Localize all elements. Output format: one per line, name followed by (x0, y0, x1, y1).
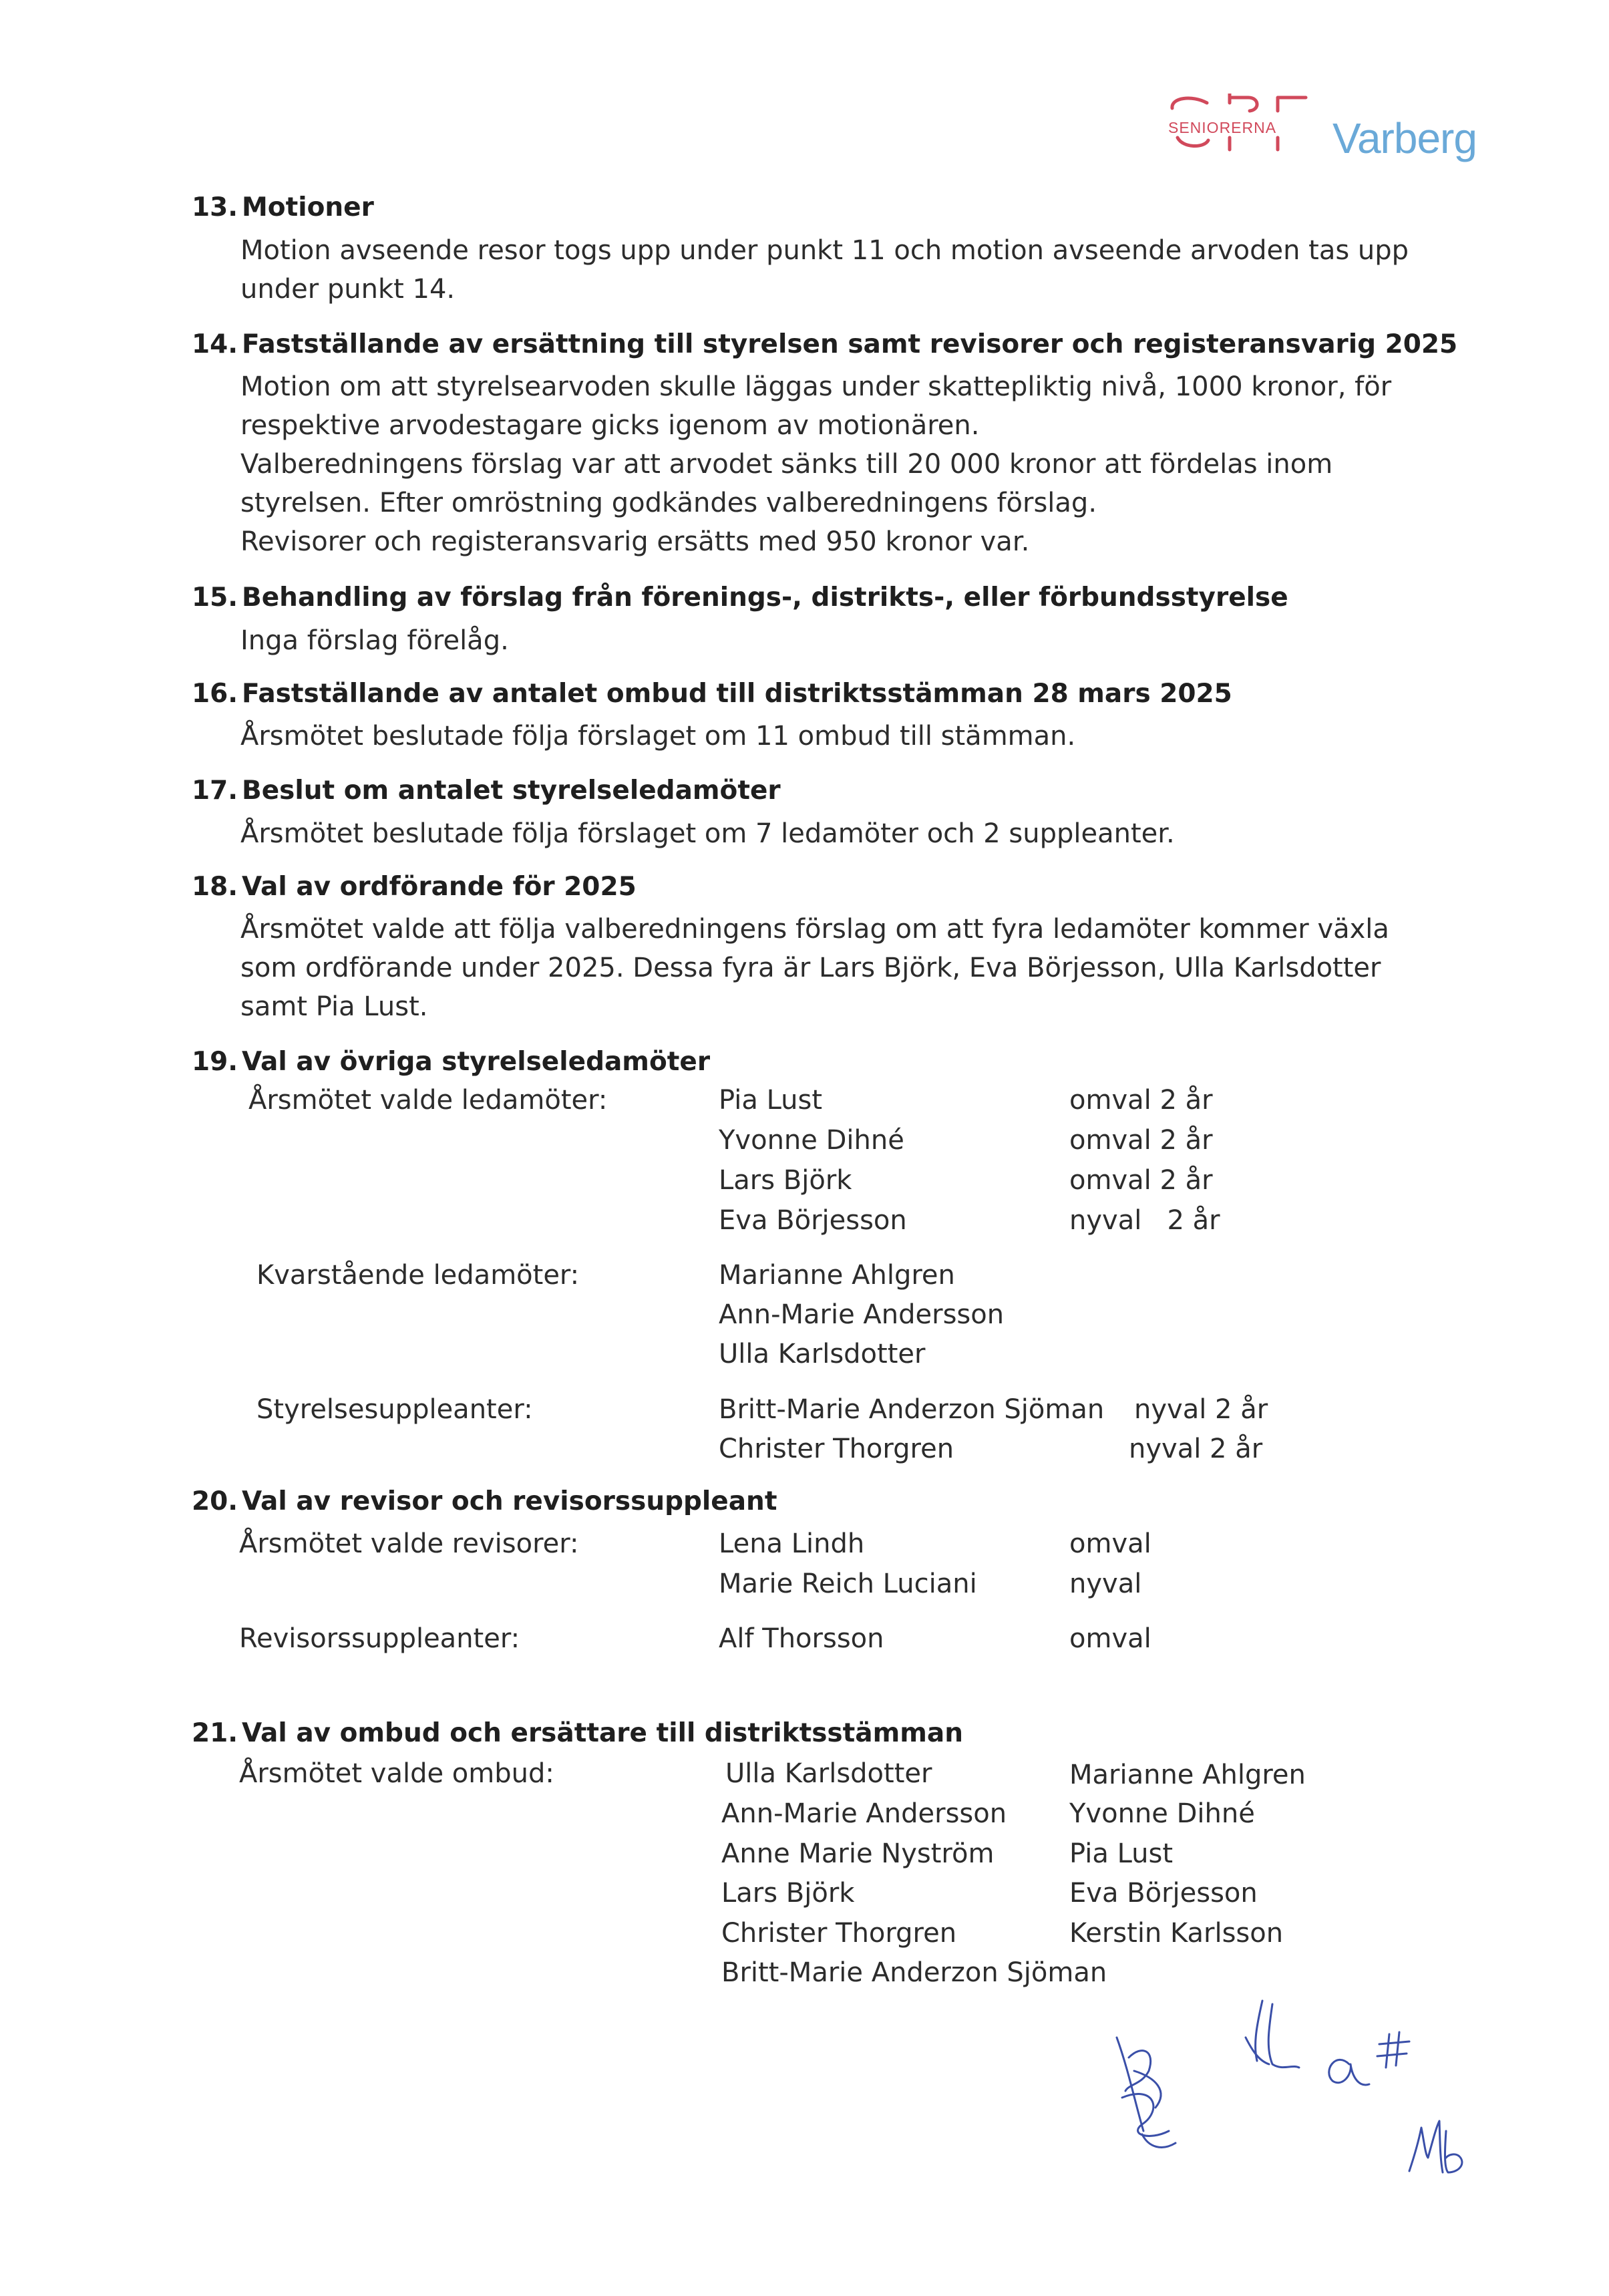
delegate-name: Britt-Marie Anderzon Sjöman (721, 1957, 1107, 1988)
delegate-name: Yvonne Dihné (1069, 1798, 1255, 1829)
delegate-name: Marianne Ahlgren (1069, 1760, 1306, 1790)
delegate-name: Ann-Marie Andersson (721, 1798, 1007, 1829)
delegates-label: Årsmötet valde ombud: (239, 1758, 554, 1789)
section-18-line-2: som ordförande under 2025. Dessa fyra är Lars Björk, Eva Börjesson, Ulla Karlsdotter (240, 953, 1381, 983)
section-15-heading: 15. Behandling av förslag från förenings-, distrikts-, eller förbundsstyrelse (192, 583, 1288, 613)
section-14-line-1: Motion om att styrelsearvoden skulle läggas under skattepliktig nivå, 1000 kronor, för (240, 371, 1392, 402)
handwritten-signatures (1102, 1997, 1503, 2211)
section-20-heading: 20. Val av revisor och revisorssuppleant (192, 1486, 777, 1516)
delegate-name: Eva Börjesson (1069, 1878, 1258, 1909)
delegate-name: Christer Thorgren (721, 1918, 957, 1949)
elected-member-name: Lars Björk (719, 1165, 852, 1196)
auditor-deputy-label: Revisorssuppleanter: (239, 1623, 520, 1654)
spf-varberg-logo (1166, 94, 1513, 174)
board-deputy-name: Christer Thorgren (719, 1434, 954, 1464)
section-13-line-2: under punkt 14. (240, 274, 456, 305)
auditors-label: Årsmötet valde revisorer: (239, 1528, 579, 1559)
elected-member-name: Pia Lust (719, 1085, 823, 1116)
auditor-deputy-term: omval (1069, 1623, 1151, 1654)
section-16-line-1: Årsmötet beslutade följa förslaget om 11 ombud till stämman. (240, 721, 1076, 752)
elected-member-name: Eva Börjesson (719, 1205, 907, 1236)
section-17-line-1: Årsmötet beslutade följa förslaget om 7 ledamöter och 2 suppleanter. (240, 818, 1175, 849)
section-14-line-3: Valberedningens förslag var att arvodet sänks till 20 000 kronor att fördelas inom (240, 449, 1333, 480)
elected-member-term: nyval 2 år (1069, 1205, 1220, 1236)
section-21-heading: 21. Val av ombud och ersättare till distriktsstämman (192, 1718, 963, 1748)
delegate-name: Kerstin Karlsson (1069, 1918, 1284, 1949)
elected-members-label: Årsmötet valde ledamöter: (248, 1085, 608, 1116)
board-deputy-name: Britt-Marie Anderzon Sjöman (719, 1394, 1105, 1425)
delegate-name: Anne Marie Nyström (721, 1838, 995, 1869)
board-deputy-term: nyval 2 år (1129, 1434, 1263, 1464)
section-18-line-3: samt Pia Lust. (240, 991, 428, 1022)
logo-seniorerna-text: SENIORERNA (1168, 119, 1277, 136)
section-13-heading: 13. Motioner (192, 192, 374, 222)
delegate-name: Lars Björk (721, 1878, 855, 1909)
auditor-deputy-name: Alf Thorsson (719, 1623, 884, 1654)
section-17-heading: 17. Beslut om antalet styrelseledamöter (192, 776, 781, 806)
remaining-member-name: Marianne Ahlgren (719, 1260, 955, 1291)
elected-member-term: omval 2 år (1069, 1165, 1213, 1196)
auditor-name: Marie Reich Luciani (719, 1569, 977, 1599)
logo-varberg-text: Varberg (1332, 114, 1477, 162)
section-15-line-1: Inga förslag förelåg. (240, 625, 509, 656)
elected-member-term: omval 2 år (1069, 1085, 1213, 1116)
auditor-term: omval (1069, 1528, 1151, 1559)
auditor-name: Lena Lindh (719, 1528, 865, 1559)
auditor-term: nyval (1069, 1569, 1142, 1599)
elected-member-term: omval 2 år (1069, 1125, 1213, 1156)
remaining-member-name: Ulla Karlsdotter (719, 1339, 926, 1369)
section-14-line-2: respektive arvodestagare gicks igenom av motionären. (240, 410, 980, 441)
board-deputies-label: Styrelsesuppleanter: (256, 1394, 533, 1425)
section-14-heading: 14. Fastställande av ersättning till styrelsen samt revisorer och registeransvarig 2025 (192, 329, 1458, 359)
section-19-heading: 19. Val av övriga styrelseledamöter (192, 1047, 711, 1077)
remaining-member-name: Ann-Marie Andersson (719, 1299, 1005, 1330)
section-14-line-4: styrelsen. Efter omröstning godkändes valberedningens förslag. (240, 488, 1097, 518)
delegate-name: Pia Lust (1069, 1838, 1174, 1869)
board-deputy-term: nyval 2 år (1134, 1394, 1268, 1425)
remaining-members-label: Kvarstående ledamöter: (256, 1260, 580, 1291)
elected-member-name: Yvonne Dihné (719, 1125, 904, 1156)
section-18-heading: 18. Val av ordförande för 2025 (192, 872, 637, 902)
section-13-line-1: Motion avseende resor togs upp under punkt 11 och motion avseende arvoden tas upp (240, 235, 1409, 266)
delegate-name: Ulla Karlsdotter (725, 1758, 932, 1789)
section-16-heading: 16. Fastställande av antalet ombud till distriktsstämman 28 mars 2025 (192, 679, 1232, 709)
section-14-line-5: Revisorer och registeransvarig ersätts med 950 kronor var. (240, 526, 1030, 557)
section-18-line-1: Årsmötet valde att följa valberedningens förslag om att fyra ledamöter kommer växla (240, 914, 1389, 945)
